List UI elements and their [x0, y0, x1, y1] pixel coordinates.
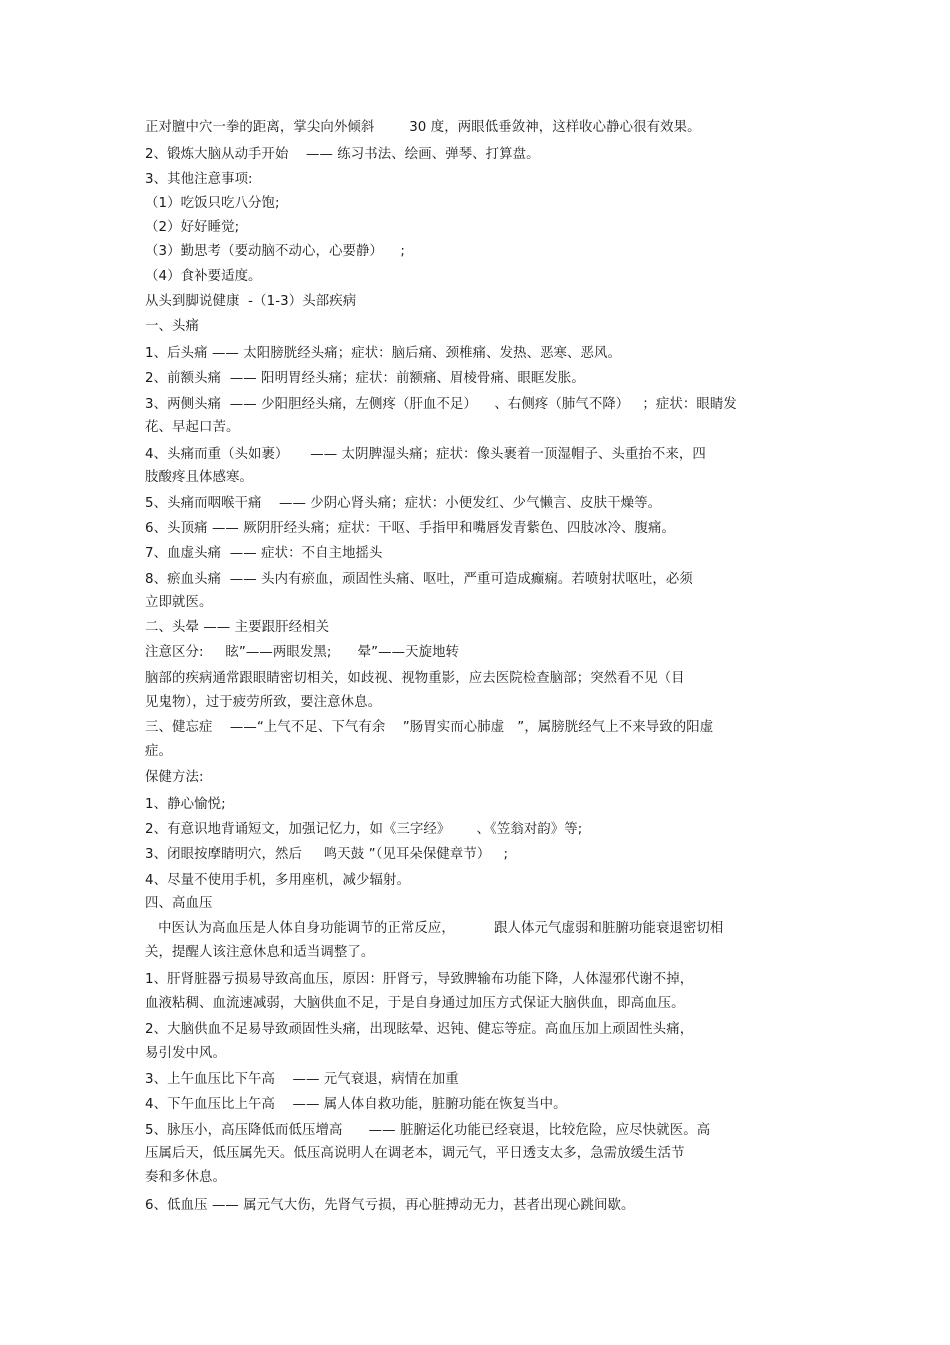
section-heading: 从头到脚说健康 -（1-3）头部疾病	[145, 294, 357, 309]
text-line: （3）勤思考（要动脑不动心，心要静） ;	[145, 244, 405, 259]
text-line: 易引发中风。	[145, 1046, 226, 1061]
text-line: 正对膻中穴一拳的距离，掌尖向外倾斜 30 度，两眼低垂敛神，这样收心静心很有效果。	[145, 120, 701, 135]
text-line: 6、低血压 —— 属元气大伤，先肾气亏损，再心脏搏动无力，甚者出现心跳间歇。	[145, 1198, 635, 1213]
text-line: 3、闭眼按摩睛明穴，然后 鸣天鼓 ”（见耳朵保健章节） ;	[145, 847, 509, 862]
text-line: 1、肝肾脏器亏损易导致高血压，原因：肝肾亏，导致脾输布功能下降，人体湿邪代谢不掉，	[145, 972, 694, 987]
text-line: 5、脉压小，高压降低而低压增高 —— 脏腑运化功能已经衰退，比较危险，应尽快就医。高	[145, 1123, 711, 1138]
section-heading: 四、高血压	[145, 896, 213, 911]
text-line: 脑部的疾病通常跟眼睛密切相关，如歧视、视物重影，应去医院检查脑部；突然看不见（目	[145, 671, 685, 686]
text-line: 4、尽量不使用手机，多用座机，减少辐射。	[145, 873, 410, 888]
text-line: 2、锻炼大脑从动手开始 —— 练习书法、绘画、弹琴、打算盘。	[145, 147, 540, 162]
text-line: 立即就医。	[145, 595, 213, 610]
section-heading: 三、健忘症 ——“上气不足、下气有余 ”肠胃实而心肺虚 ”，属膀胱经气上不来导致的阳虚	[145, 720, 714, 735]
text-line: 6、头顶痛 —— 厥阴肝经头痛；症状：干呕、手指甲和嘴唇发青紫色、四肢冰冷、腹痛。	[145, 521, 675, 536]
text-line: 症。	[145, 744, 172, 759]
section-heading: 一、头痛	[145, 319, 199, 334]
text-line: 8、瘀血头痛 —— 头内有瘀血，顽固性头痛、呕吐，严重可造成癫痫。若喷射状呕吐，必须	[145, 572, 693, 587]
text-line: 2、有意识地背诵短文，加强记忆力，如《三字经》 、《笠翁对韵》等;	[145, 822, 583, 837]
text-line: 花、早起口苦。	[145, 420, 240, 435]
text-line: 1、后头痛 —— 太阳膀胱经头痛；症状：脑后痛、颈椎痛、发热、恶寒、恶风。	[145, 346, 622, 361]
text-line: 4、头痛而重（头如裹） —— 太阴脾湿头痛；症状：像头裹着一顶湿帽子、头重抬不来，四	[145, 447, 706, 462]
text-line: 肢酸疼且体感寒。	[145, 470, 253, 485]
text-line: 奏和多休息。	[145, 1170, 226, 1185]
text-line: （4）食补要适度。	[145, 269, 262, 284]
text-line: 注意区分: 眩”——两眼发黑; 晕”——天旋地转	[145, 645, 460, 660]
text-line: 3、其他注意事项:	[145, 172, 253, 187]
text-line: （1）吃饭只吃八分饱;	[145, 196, 280, 211]
text-line: 保健方法:	[145, 770, 204, 785]
text-line: 中医认为高血压是人体自身功能调节的正常反应， 跟人体元气虚弱和脏腑功能衰退密切相	[145, 921, 724, 936]
text-line: 2、前额头痛 —— 阳明胃经头痛；症状：前额痛、眉棱骨痛、眼眶发胀。	[145, 371, 585, 386]
text-line: （2）好好睡觉;	[145, 220, 240, 235]
text-line: 见鬼物），过于疲劳所致，要注意休息。	[145, 695, 382, 710]
text-line: 压属后天，低压属先天。低压高说明人在调老本，调元气，平日透支太多，急需放缓生活节	[145, 1146, 685, 1161]
text-line: 3、两侧头痛 —— 少阳胆经头痛，左侧疼（肝血不足） 、右侧疼（肺气不降） ；症状：眼睛发	[145, 397, 737, 412]
text-line: 3、上午血压比下午高 —— 元气衰退，病情在加重	[145, 1072, 459, 1087]
text-line: 1、静心愉悦;	[145, 797, 226, 812]
text-line: 血液粘稠、血流速减弱，大脑供血不足，于是自身通过加压方式保证大脑供血，即高血压。	[145, 996, 685, 1011]
text-line: 2、大脑供血不足易导致顽固性头痛，出现眩晕、迟钝、健忘等症。高血压加上顽固性头痛，	[145, 1022, 694, 1037]
text-line: 7、血虚头痛 —— 症状：不自主地摇头	[145, 546, 383, 561]
section-heading: 二、头晕 —— 主要跟肝经相关	[145, 620, 330, 635]
text-line: 4、下午血压比上午高 —— 属人体自救功能，脏腑功能在恢复当中。	[145, 1097, 567, 1112]
text-line: 5、头痛而咽喉干痛 —— 少阴心肾头痛；症状：小便发红、少气懒言、皮肤干燥等。	[145, 496, 662, 511]
text-line: 关，提醒人该注意休息和适当调整了。	[145, 945, 375, 960]
